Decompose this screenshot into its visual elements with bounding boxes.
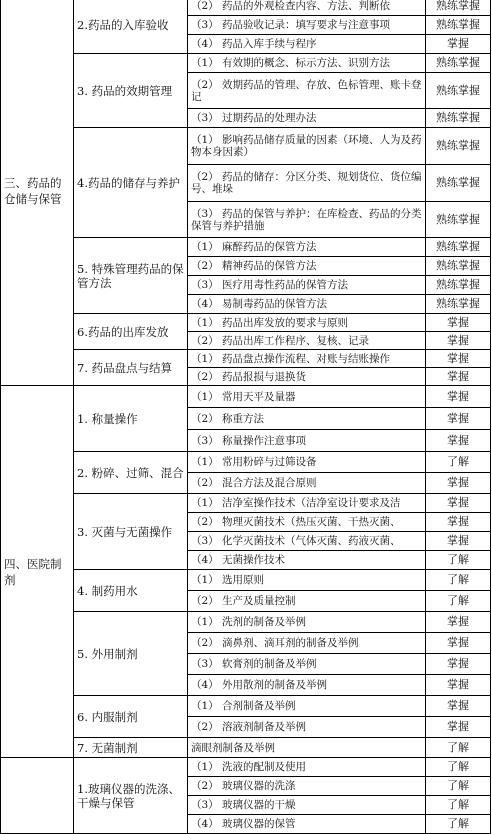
requirement-level-cell: 掌握	[426, 717, 491, 738]
content-item-cell: （2） 称重方法	[188, 408, 426, 430]
requirement-level-cell: 熟练掌握	[426, 128, 491, 165]
table-row	[1, 350, 491, 368]
content-item-cell: （2） 溶液剂制备及举例	[188, 717, 426, 738]
content-item-cell: （4） 玻璃仪器的保管	[188, 815, 426, 834]
content-item-cell: （1） 影响药品储存质量的因素（环境、人为及药物本身因素）	[188, 128, 426, 165]
requirement-level-cell: 掌握	[426, 368, 491, 386]
content-item-cell: （3） 称量操作注意事项	[188, 430, 426, 452]
table-row	[1, 128, 491, 165]
requirement-level-cell: 掌握	[426, 675, 491, 696]
topic-cell: 7. 无菌制剂	[74, 738, 188, 758]
requirement-level-cell: 熟练掌握	[426, 295, 491, 314]
requirement-level-cell: 掌握	[426, 314, 491, 332]
requirement-level-cell: 掌握	[426, 654, 491, 675]
topic-cell: 6.药品的出库发放	[74, 314, 188, 350]
requirement-level-cell: 了解	[426, 570, 491, 591]
content-item-cell: （4） 药品入库手续与程序	[188, 35, 426, 54]
requirement-level-cell: 掌握	[426, 35, 491, 54]
table-row	[1, 758, 491, 777]
topic-cell: 2. 粉碎、过筛、混合	[74, 452, 188, 494]
section-title-cell: 三、药品的仓储与保管	[1, 0, 74, 386]
requirement-level-cell: 掌握	[426, 633, 491, 654]
table-row	[1, 238, 491, 257]
table-row	[1, 54, 491, 73]
content-item-cell: （1） 选用原则	[188, 570, 426, 591]
requirement-level-cell: 熟练掌握	[426, 276, 491, 295]
content-item-cell: （2） 药品出库工作程序、复核、记录	[188, 332, 426, 350]
requirement-level-cell: 掌握	[426, 408, 491, 430]
content-item-cell: （2） 精神药品的保管方法	[188, 257, 426, 276]
requirement-level-cell: 掌握	[426, 332, 491, 350]
content-item-cell: （1） 合剂制备及举例	[188, 696, 426, 717]
content-item-cell: （1） 洁净室操作技术（洁净室设计要求及洁	[188, 494, 426, 513]
requirement-level-cell: 了解	[426, 551, 491, 570]
table-row	[1, 386, 491, 408]
content-item-cell: （2） 药品的外观检查内容、方法、判断依	[188, 0, 426, 16]
topic-cell: 3. 灭菌与无菌操作	[74, 494, 188, 570]
topic-cell: 6. 内服制剂	[74, 696, 188, 738]
requirement-level-cell: 了解	[426, 738, 491, 758]
section-title-cell: 四、医院制剂	[1, 386, 74, 758]
requirement-level-cell: 熟练掌握	[426, 238, 491, 257]
content-item-cell: （1） 洗剂的制备及举例	[188, 612, 426, 633]
content-item-cell: （1） 洗液的配制及使用	[188, 758, 426, 777]
content-item-cell: （3） 软膏剂的制备及举例	[188, 654, 426, 675]
requirement-level-cell: 了解	[426, 591, 491, 612]
table-row	[1, 0, 491, 16]
content-item-cell: （1） 药品盘点操作流程、对账与结账操作	[188, 350, 426, 368]
topic-cell: 1. 称量操作	[74, 386, 188, 452]
content-item-cell: （2） 玻璃仪器的洗涤	[188, 777, 426, 796]
content-item-cell: （2） 药品的储存：分区分类、规划货位、货位编号、堆垛	[188, 165, 426, 202]
section-title-cell	[1, 758, 74, 834]
content-item-cell: （1） 药品出库发放的要求与原则	[188, 314, 426, 332]
requirement-level-cell: 熟练掌握	[426, 73, 491, 109]
requirement-level-cell: 掌握	[426, 350, 491, 368]
requirement-level-cell: 了解	[426, 815, 491, 834]
content-item-cell: （3） 药品的保管与养护：在库检查、药品的分类保管与养护措施	[188, 202, 426, 238]
content-item-cell: （2） 生产及质量控制	[188, 591, 426, 612]
topic-cell: 2.药品的入库验收	[74, 0, 188, 54]
topic-cell: 4.药品的储存与养护	[74, 128, 188, 238]
table-row	[1, 452, 491, 473]
content-item-cell: （1） 麻醉药品的保管方法	[188, 238, 426, 257]
requirement-level-cell: 了解	[426, 796, 491, 815]
content-item-cell: （4） 外用散剂的制备及举例	[188, 675, 426, 696]
content-item-cell: 滴眼剂制备及举例	[188, 738, 426, 758]
requirement-level-cell: 掌握	[426, 386, 491, 408]
topic-cell: 3. 药品的效期管理	[74, 54, 188, 128]
topic-cell: 7. 药品盘点与结算	[74, 350, 188, 386]
table-row	[1, 570, 491, 591]
content-item-cell: （3） 医疗用毒性药品的保管方法	[188, 276, 426, 295]
requirement-level-cell: 熟练掌握	[426, 16, 491, 35]
table-row	[1, 738, 491, 758]
requirement-level-cell: 熟练掌握	[426, 0, 491, 16]
requirement-level-cell: 了解	[426, 758, 491, 777]
topic-cell: 4. 制药用水	[74, 570, 188, 612]
requirement-level-cell: 掌握	[426, 532, 491, 551]
requirement-level-cell: 熟练掌握	[426, 202, 491, 238]
requirement-level-cell: 掌握	[426, 612, 491, 633]
content-item-cell: （3） 化学灭菌技术（气体灭菌、药液灭菌、	[188, 532, 426, 551]
requirement-level-cell: 熟练掌握	[426, 54, 491, 73]
content-item-cell: （4） 无菌操作技术	[188, 551, 426, 570]
requirement-level-cell: 熟练掌握	[426, 257, 491, 276]
content-item-cell: （3） 过期药品的处理办法	[188, 109, 426, 128]
content-item-cell: （1） 常用粉碎与过筛设备	[188, 452, 426, 473]
topic-cell: 1.玻璃仪器的洗涤、干燥与保管	[74, 758, 188, 834]
requirement-level-cell: 了解	[426, 777, 491, 796]
content-item-cell: （3） 药品验收记录：填写要求与注意事项	[188, 16, 426, 35]
table-row	[1, 314, 491, 332]
requirement-level-cell: 掌握	[426, 494, 491, 513]
requirement-level-cell: 掌握	[426, 696, 491, 717]
table-row	[1, 494, 491, 513]
content-item-cell: （2） 效期药品的管理、存放、色标管理、账卡登记	[188, 73, 426, 109]
content-item-cell: （4） 易制毒药品的保管方法	[188, 295, 426, 314]
requirement-level-cell: 熟练掌握	[426, 165, 491, 202]
content-item-cell: （1） 有效期的概念、标示方法、识别方法	[188, 54, 426, 73]
content-item-cell: （2） 混合方法及混合原则	[188, 473, 426, 494]
content-item-cell: （2） 滴鼻剂、滴耳剂的制备及举例	[188, 633, 426, 654]
table-row	[1, 612, 491, 633]
content-item-cell: （2） 药品报损与退换货	[188, 368, 426, 386]
content-item-cell: （1） 常用天平及量器	[188, 386, 426, 408]
content-item-cell: （2） 物理灭菌技术（热压灭菌、干热灭菌、	[188, 513, 426, 532]
topic-cell: 5. 外用制剂	[74, 612, 188, 696]
requirement-level-cell: 掌握	[426, 430, 491, 452]
table-row	[1, 696, 491, 717]
content-item-cell: （3） 玻璃仪器的干燥	[188, 796, 426, 815]
syllabus-table-body	[1, 0, 491, 834]
requirement-level-cell: 了解	[426, 452, 491, 473]
topic-cell: 5. 特殊管理药品的保管方法	[74, 238, 188, 314]
requirement-level-cell: 掌握	[426, 513, 491, 532]
requirement-level-cell: 熟练掌握	[426, 109, 491, 128]
requirement-level-cell: 掌握	[426, 473, 491, 494]
